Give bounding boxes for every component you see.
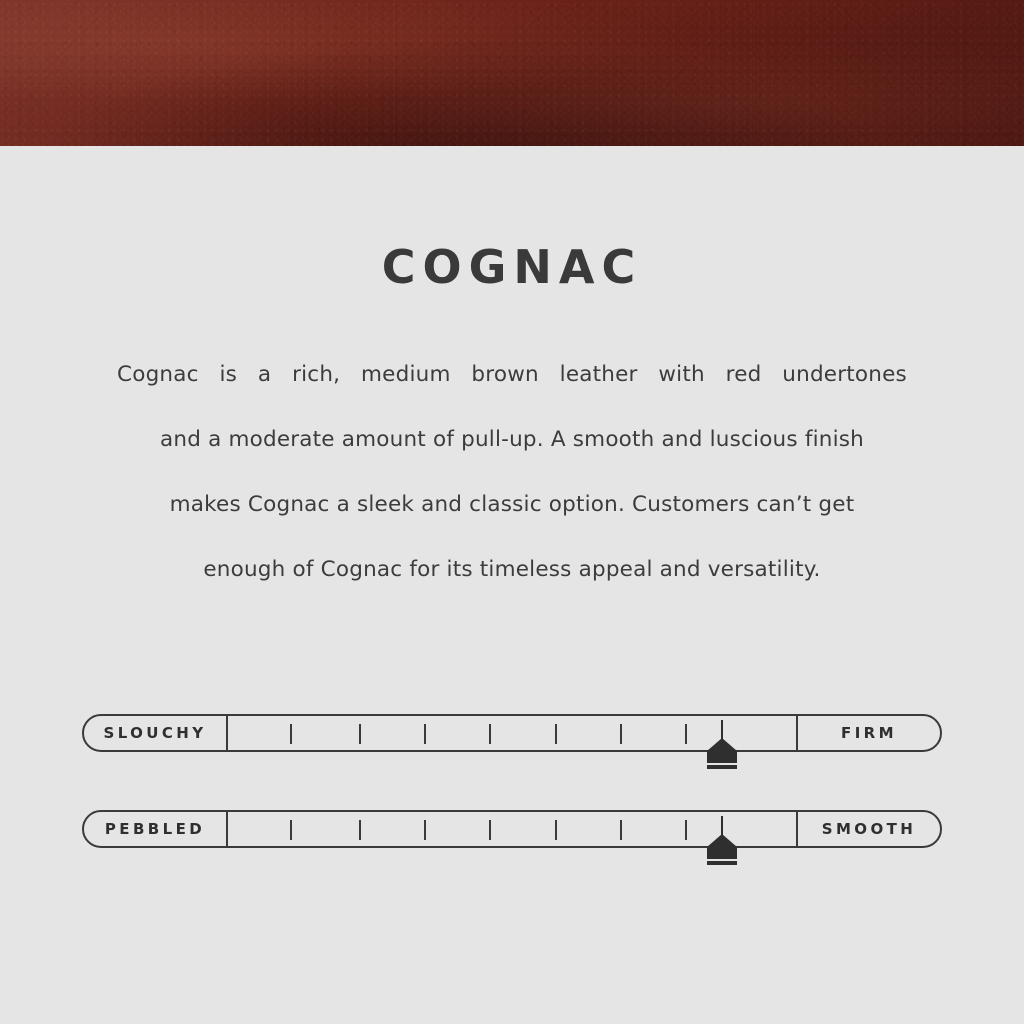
marker-stem xyxy=(721,720,723,740)
card-content xyxy=(0,146,1024,1024)
scale-track-texture[interactable] xyxy=(228,812,796,846)
scale-tick xyxy=(290,724,292,744)
scale-tick xyxy=(489,820,491,840)
scale-frame xyxy=(82,810,942,848)
scale-right-label: FIRM xyxy=(796,716,940,750)
scale-marker-texture[interactable] xyxy=(707,816,737,865)
description-word: Cognac xyxy=(117,362,199,387)
description-word: is xyxy=(219,362,238,387)
marker-body xyxy=(707,847,737,859)
description-line-2: and a moderate amount of pull-up. A smooth and luscious finish xyxy=(160,427,864,452)
leather-swatch xyxy=(0,0,1024,146)
scale-tick xyxy=(555,820,557,840)
description-word: rich, xyxy=(292,362,341,387)
page-title: COGNAC xyxy=(381,240,643,294)
description-word: medium xyxy=(361,362,451,387)
marker-body xyxy=(707,751,737,763)
marker-stem xyxy=(721,816,723,836)
description-paragraph xyxy=(117,342,907,602)
scale-tick xyxy=(290,820,292,840)
scale-tick xyxy=(359,820,361,840)
scale-tick xyxy=(424,724,426,744)
scale-tick xyxy=(620,820,622,840)
scale-tick xyxy=(489,724,491,744)
description-word: brown xyxy=(471,362,539,387)
scale-tick xyxy=(359,724,361,744)
scale-texture[interactable] xyxy=(82,810,942,848)
description-word: leather xyxy=(559,362,638,387)
attribute-scales xyxy=(82,714,942,848)
description-word: undertones xyxy=(782,362,907,387)
scale-tick xyxy=(424,820,426,840)
scale-tick xyxy=(555,724,557,744)
description-line-3: makes Cognac a sleek and classic option. Customers can’t get xyxy=(169,492,855,517)
scale-left-label: SLOUCHY xyxy=(84,716,228,750)
scale-left-label: PEBBLED xyxy=(84,812,228,846)
marker-foot xyxy=(707,765,737,769)
scale-tick xyxy=(685,820,687,840)
scale-structure[interactable] xyxy=(82,714,942,752)
scale-tick xyxy=(685,724,687,744)
description-word: red xyxy=(725,362,762,387)
description-word: a xyxy=(257,362,272,387)
marker-arrow-icon xyxy=(707,738,737,751)
marker-arrow-icon xyxy=(707,834,737,847)
scale-track-structure[interactable] xyxy=(228,716,796,750)
leather-sheen-overlay xyxy=(0,0,1024,146)
scale-frame xyxy=(82,714,942,752)
scale-marker-structure[interactable] xyxy=(707,720,737,769)
description-line-1 xyxy=(117,342,907,407)
description-word: with xyxy=(658,362,705,387)
scale-tick xyxy=(620,724,622,744)
marker-foot xyxy=(707,861,737,865)
scale-right-label: SMOOTH xyxy=(796,812,940,846)
description-line-4: enough of Cognac for its timeless appeal and versatility. xyxy=(203,557,821,582)
